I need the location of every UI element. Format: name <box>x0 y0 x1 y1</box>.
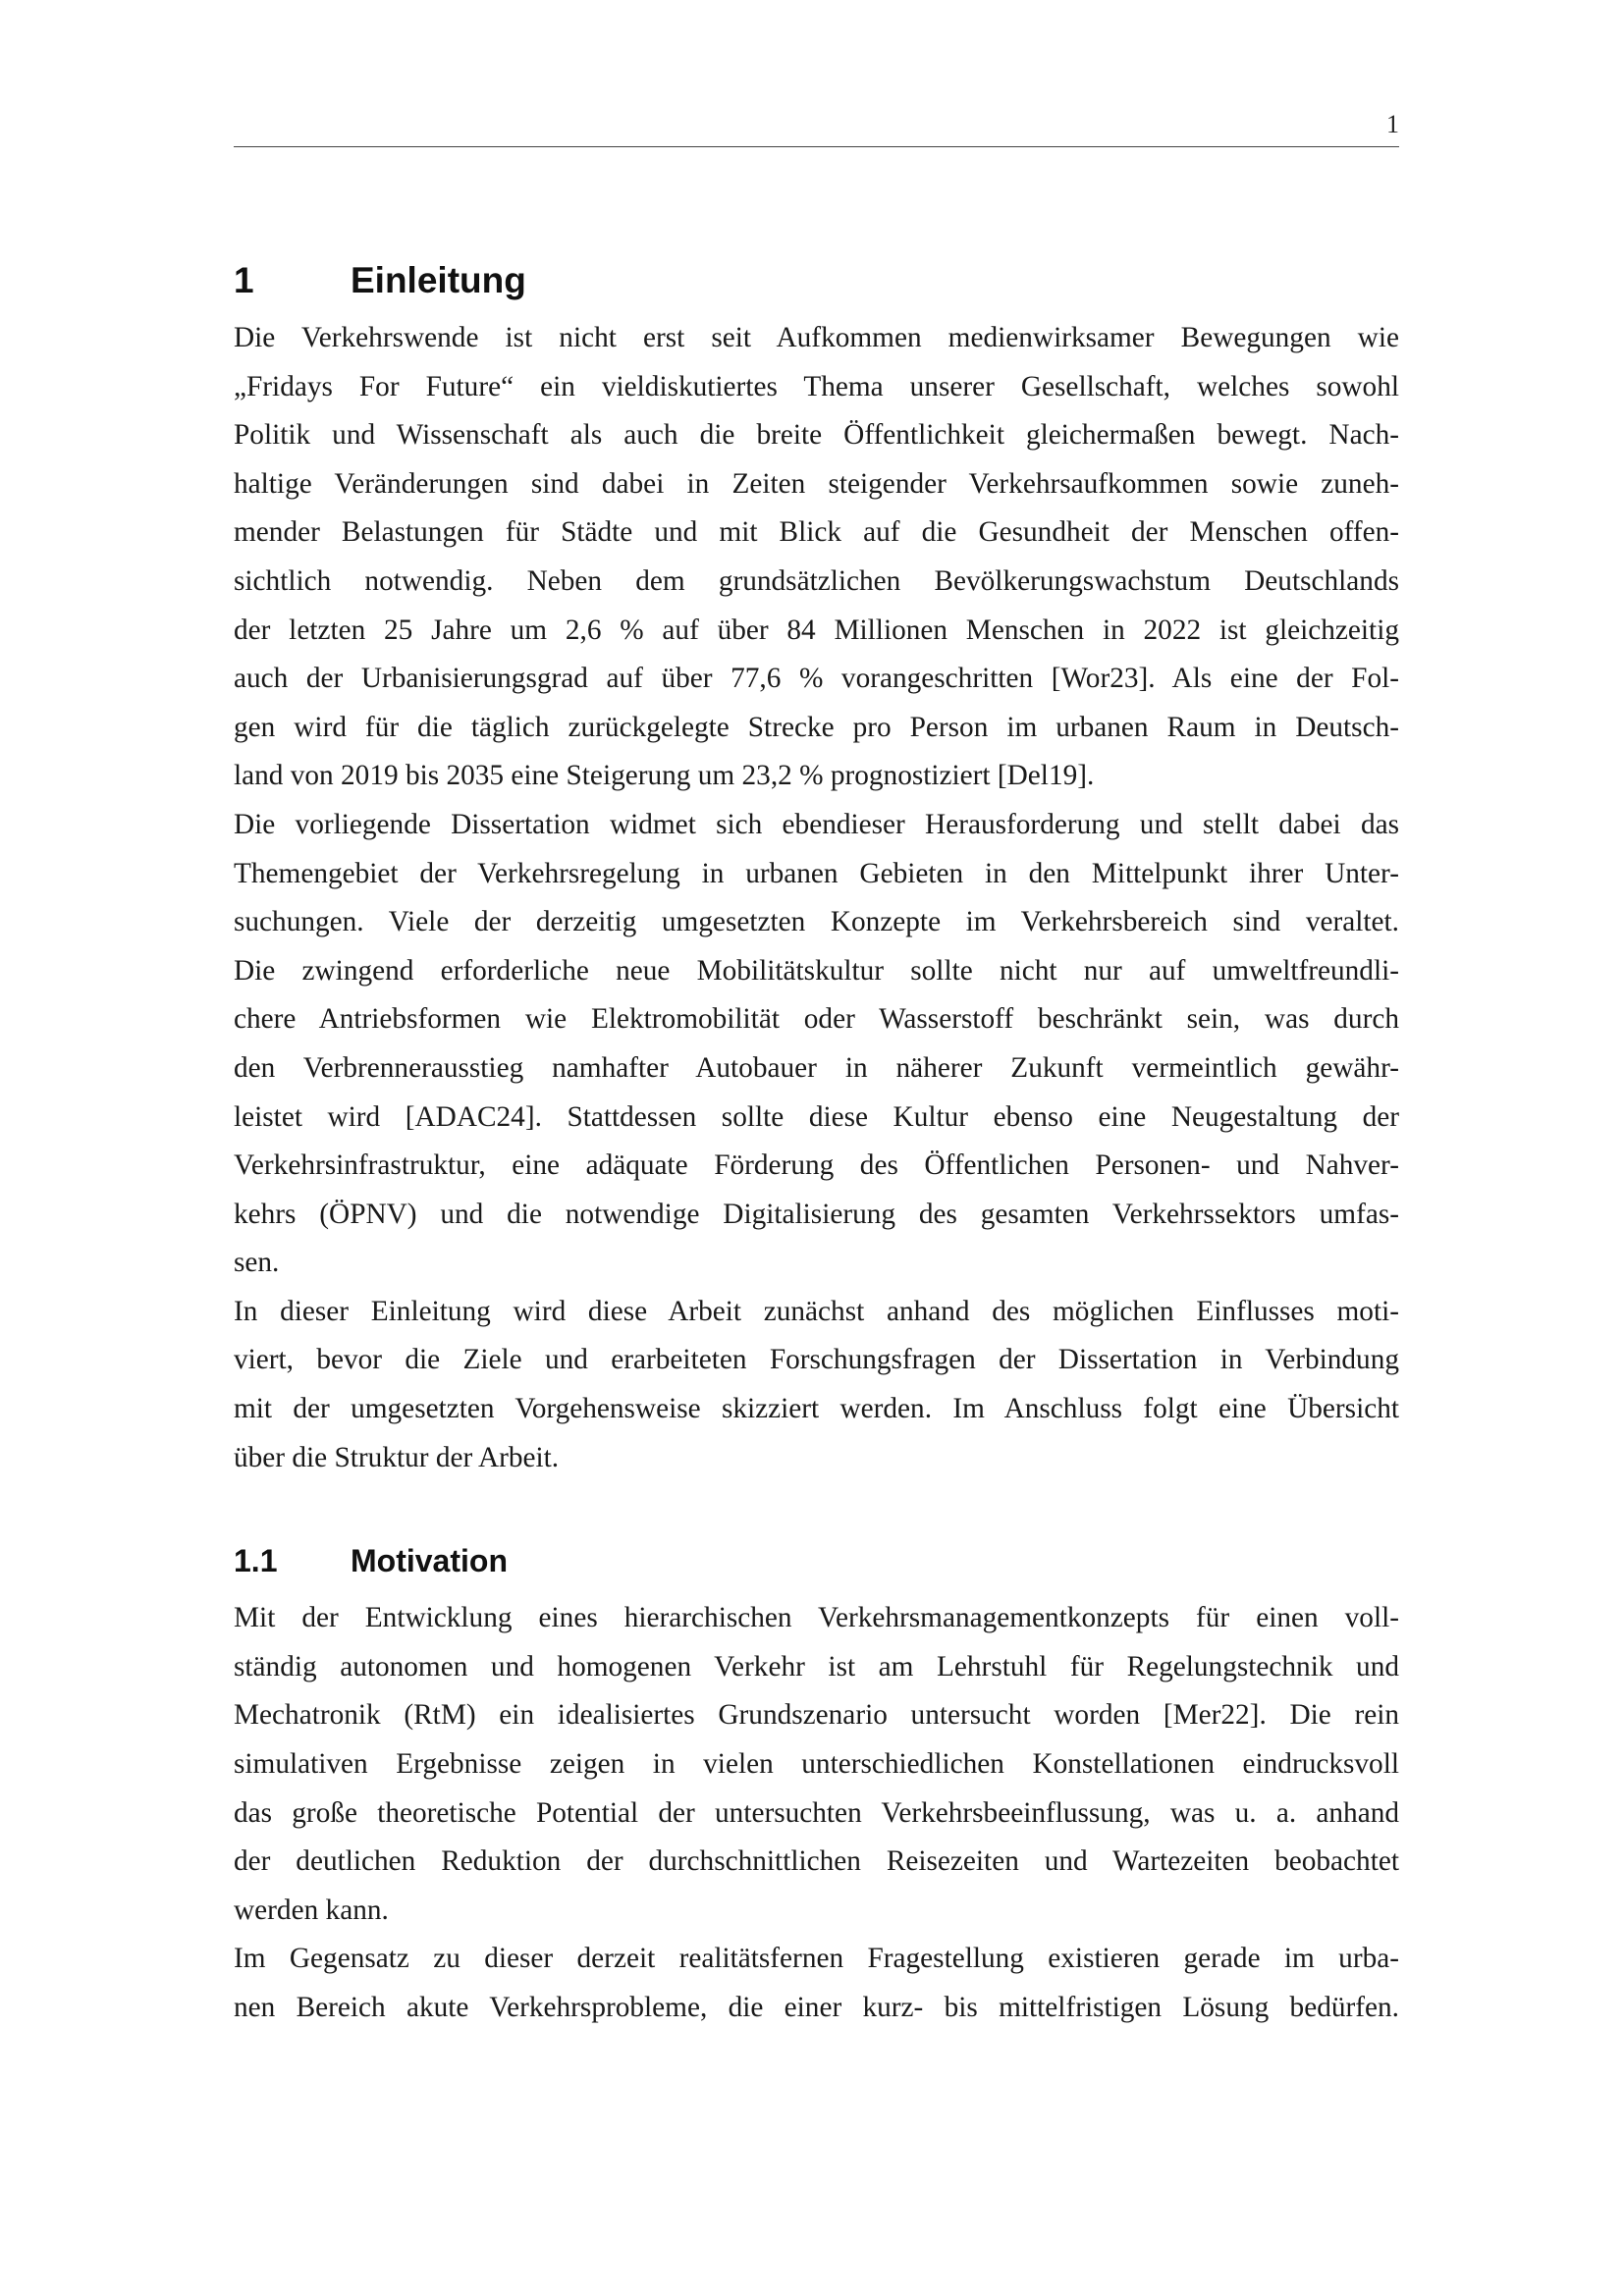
section-heading <box>234 1539 1399 1582</box>
text-line: über die Struktur der Arbeit. <box>234 1441 560 1473</box>
paragraph <box>234 1594 1399 1935</box>
text-line: das große theoretische Potential der untersuchten Verkehrsbeeinflussung, was u. a. anhand <box>234 1796 1399 1829</box>
text-line: der letzten 25 Jahre um 2,6 % auf über 84 Millionen Menschen in 2022 ist gleichzeitig <box>234 614 1399 646</box>
text-line: Verkehrsinfrastruktur, eine adäquate Förderung des Öffentlichen Personen- und Nahver- <box>234 1149 1399 1182</box>
chapter-title: Einleitung <box>351 260 526 300</box>
text-line: sen. <box>234 1247 280 1279</box>
text-line: sichtlich notwendig. Neben dem grundsätzlichen Bevölkerungswachstum Deutschlands <box>234 564 1399 597</box>
text-line: In dieser Einleitung wird diese Arbeit zunächst anhand des möglichen Einflusses moti- <box>234 1295 1399 1327</box>
text-line: Politik und Wissenschaft als auch die breite Öffentlichkeit gleichermaßen bewegt. Nach- <box>234 419 1399 452</box>
text-line: Die zwingend erforderliche neue Mobilitätskultur sollte nicht nur auf umweltfreundli- <box>234 954 1399 987</box>
page-number: 1 <box>1386 110 1399 138</box>
text-line: „Fridays For Future“ ein vieldiskutiertes Thema unserer Gesellschaft, welches sowohl <box>234 370 1399 402</box>
chapter-heading <box>234 257 1399 304</box>
text-line: mender Belastungen für Städte und mit Blick auf die Gesundheit der Menschen offen- <box>234 516 1399 549</box>
text-line: Mechatronik (RtM) ein idealisiertes Grundszenario untersucht worden [Mer22]. Die rein <box>234 1699 1399 1732</box>
paragraph <box>234 1935 1399 2032</box>
text-line: den Verbrennerausstieg namhafter Autobauer in näherer Zukunft vermeintlich gewähr- <box>234 1051 1399 1084</box>
text-line: Im Gegensatz zu dieser derzeit realitätsfernen Fragestellung existieren gerade im urba- <box>234 1943 1399 1975</box>
text-line: Themengebiet der Verkehrsregelung in urbanen Gebieten in den Mittelpunkt ihrer Unter- <box>234 857 1399 889</box>
paragraph <box>234 801 1399 1288</box>
paragraph <box>234 1288 1399 1482</box>
text-line: kehrs (ÖPNV) und die notwendige Digitalisierung des gesamten Verkehrssektors umfas- <box>234 1198 1399 1230</box>
text-line: suchungen. Viele der derzeitig umgesetzten Konzepte im Verkehrsbereich sind veraltet. <box>234 906 1399 938</box>
text-line: nen Bereich akute Verkehrsprobleme, die einer kurz- bis mittelfristigen Lösung bedürfen. <box>234 1992 1399 2023</box>
text-line: land von 2019 bis 2035 eine Steigerung um 23,2 % prognostiziert [Del19]. <box>234 760 1095 792</box>
paragraph <box>234 314 1399 801</box>
text-line: Die vorliegende Dissertation widmet sich ebendieser Herausforderung und stellt dabei das <box>234 808 1399 840</box>
section-number: 1.1 <box>234 1543 278 1579</box>
text-line: werden kann. <box>234 1894 389 1926</box>
text-line: der deutlichen Reduktion der durchschnittlichen Reisezeiten und Wartezeiten beobachtet <box>234 1845 1399 1878</box>
text-line: haltige Veränderungen sind dabei in Zeiten steigender Verkehrsaufkommen sowie zuneh- <box>234 467 1399 500</box>
text-line: ständig autonomen und homogenen Verkehr ist am Lehrstuhl für Regelungstechnik und <box>234 1650 1399 1682</box>
text-line: mit der umgesetzten Vorgehensweise skizziert werden. Im Anschluss folgt eine Übersicht <box>234 1393 1399 1425</box>
text-line: leistet wird [ADAC24]. Stattdessen sollte diese Kultur ebenso eine Neugestaltung der <box>234 1100 1399 1133</box>
text-line: simulativen Ergebnisse zeigen in vielen unterschiedlichen Konstellationen eindrucksvoll <box>234 1748 1399 1781</box>
text-line: chere Antriebsformen wie Elektromobilität oder Wasserstoff beschränkt sein, was durch <box>234 1003 1399 1036</box>
text-line: Mit der Entwicklung eines hierarchischen Verkehrsmanagementkonzepts für einen voll- <box>234 1602 1399 1634</box>
header-rule <box>234 146 1399 147</box>
section-title: Motivation <box>351 1543 508 1579</box>
chapter-number: 1 <box>234 260 254 300</box>
text-line: Die Verkehrswende ist nicht erst seit Aufkommen medienwirksamer Bewegungen wie <box>234 322 1399 353</box>
text-line: gen wird für die täglich zurückgelegte Strecke pro Person im urbanen Raum in Deutsch- <box>234 711 1399 743</box>
text-line: viert, bevor die Ziele und erarbeiteten Forschungsfragen der Dissertation in Verbindung <box>234 1344 1399 1376</box>
text-line: auch der Urbanisierungsgrad auf über 77,6 % vorangeschritten [Wor23]. Als eine der Fol- <box>234 663 1399 695</box>
page-content <box>234 257 1399 2033</box>
